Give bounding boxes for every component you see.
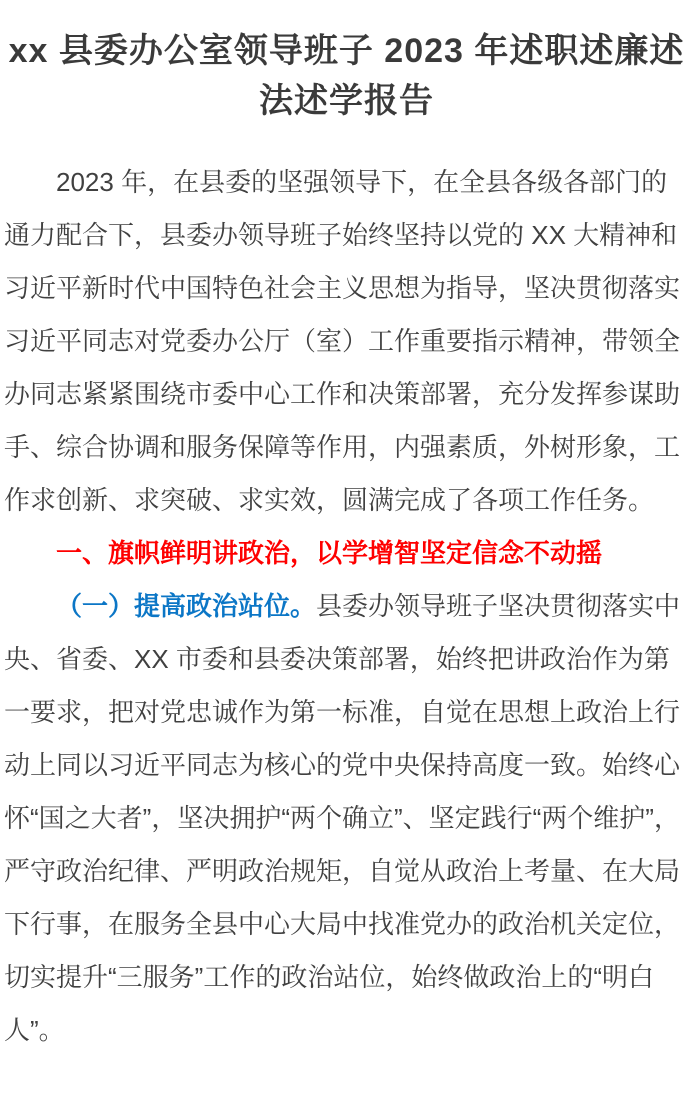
section-1-heading: 一、旗帜鲜明讲政治，以学增智坚定信念不动摇	[56, 538, 603, 568]
subsection-1-paragraph	[4, 580, 689, 1057]
subsection-1-lead: （一）提高政治站位。	[56, 591, 317, 621]
intro-paragraph: 2023 年，在县委的坚强领导下，在全县各级各部门的通力配合下，县委办领导班子始终坚持以党的 XX 大精神和习近平新时代中国特色社会主义思想为指导，坚决贯彻落实习近平同志对党委办公厅（室）工作重要指示精神，带领全办同志紧紧围绕市委中心工作和决策部署，充分发挥参谋助手、综合协调和服务保障等作用，内强素质，外树形象，工作求创新、求突破、求实效，圆满完成了各项工作任务。	[4, 167, 681, 515]
subsection-1-text: 县委办领导班子坚决贯彻落实中央、省委、XX 市委和县委决策部署，始终把讲政治作为第一要求，把对党忠诚作为第一标准，自觉在思想上政治上行动上同以习近平同志为核心的党中央保持高度一致。始终心怀“国之大者”，坚决拥护“两个确立”、坚定践行“两个维护”，严守政治纪律、严明政治规矩，自觉从政治上考量、在大局下行事，在服务全县中心大局中找准党办的政治机关定位，切实提升“三服务”工作的政治站位，始终做政治上的“明白人”。	[4, 591, 681, 1045]
document-title: xx 县委办公室领导班子 2023 年述职述廉述法述学报告	[8, 32, 685, 120]
